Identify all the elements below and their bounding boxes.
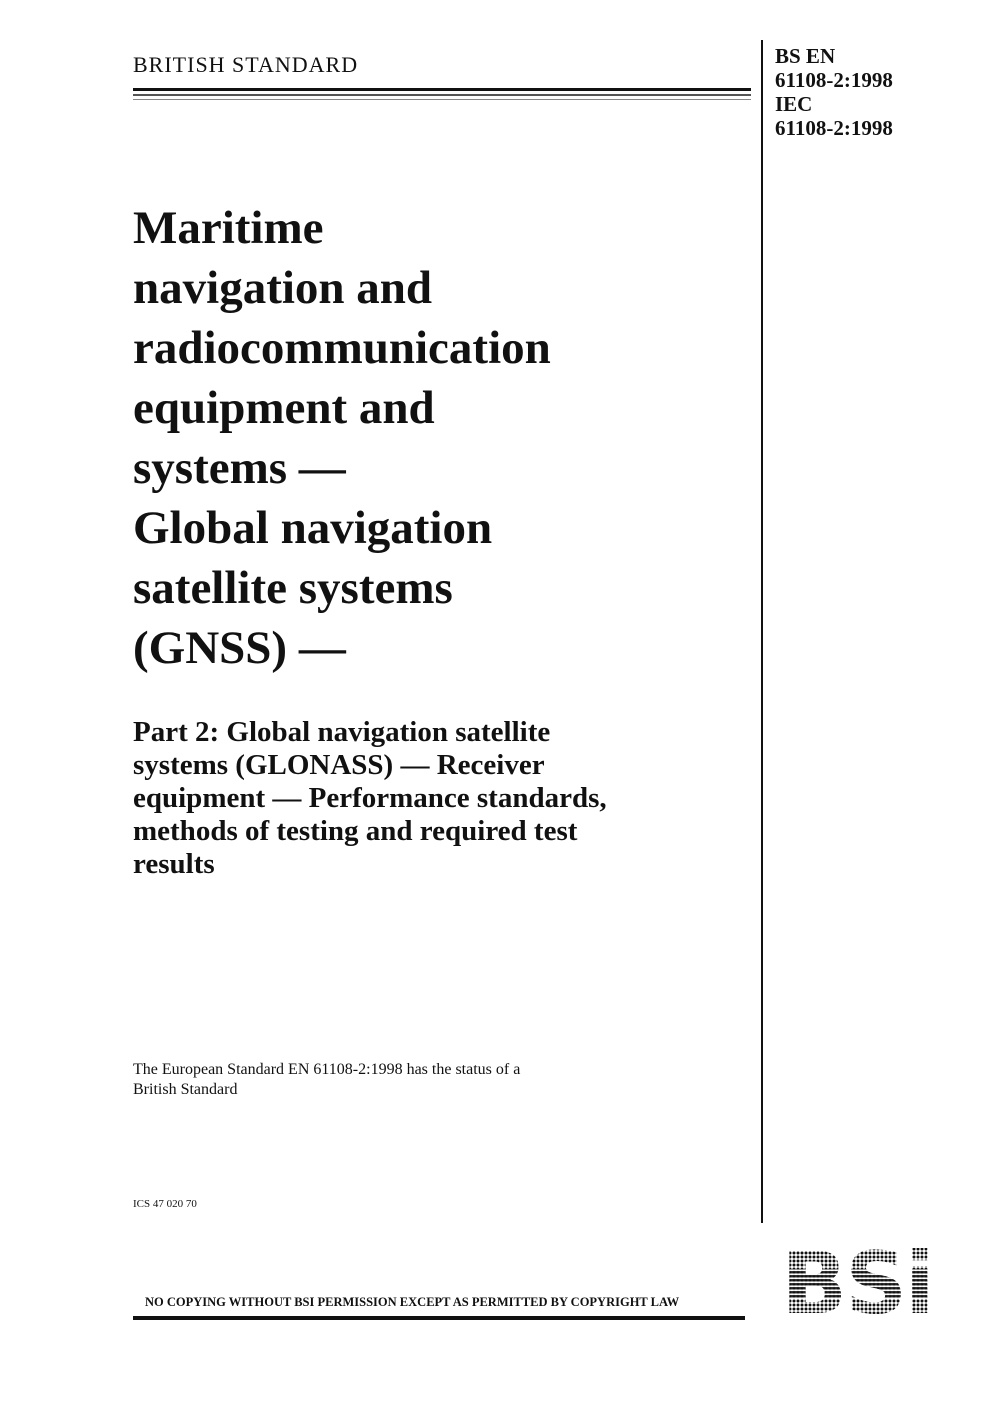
series-label: BRITISH STANDARD — [133, 52, 359, 77]
vertical-divider — [761, 40, 763, 1223]
bsi-logo — [768, 1243, 946, 1319]
title-line: Global navigation — [133, 502, 493, 554]
header-rule-mid — [133, 94, 751, 96]
title-line: radiocommunication — [133, 322, 551, 374]
header-rule-thick — [133, 88, 751, 91]
title-line: satellite systems — [133, 562, 453, 614]
ics-code: ICS 47 020 70 — [133, 1198, 197, 1210]
title-line: navigation and — [133, 262, 433, 314]
title-line: equipment and — [133, 382, 435, 434]
status-note — [133, 1060, 520, 1100]
title-line: systems — — [133, 442, 346, 494]
main-title — [133, 198, 733, 678]
part-title — [133, 716, 733, 881]
part-title-line: Part 2: Global navigation satellite — [133, 716, 551, 748]
part-title-line: systems (GLONASS) — Receiver — [133, 749, 545, 781]
copyright-notice: NO COPYING WITHOUT BSI PERMISSION EXCEPT AS PERMITTED BY COPYRIGHT LAW — [145, 1295, 680, 1309]
designation-line: IEC — [775, 92, 813, 116]
designation-line: 61108-2:1998 — [775, 68, 893, 92]
footer-rule — [133, 1316, 745, 1320]
title-line: (GNSS) — — [133, 622, 346, 674]
standard-designation — [775, 44, 893, 140]
status-note-line: The European Standard EN 61108-2:1998 has the status of a — [133, 1061, 521, 1078]
status-note-line: British Standard — [133, 1081, 238, 1098]
designation-line: 61108-2:1998 — [775, 116, 893, 140]
title-line: Maritime — [133, 202, 324, 254]
part-title-line: methods of testing and required test — [133, 815, 578, 847]
part-title-line: results — [133, 848, 215, 880]
part-title-line: equipment — Performance standards, — [133, 782, 607, 814]
header-rule-thin — [133, 99, 751, 100]
designation-line: BS EN — [775, 44, 836, 68]
